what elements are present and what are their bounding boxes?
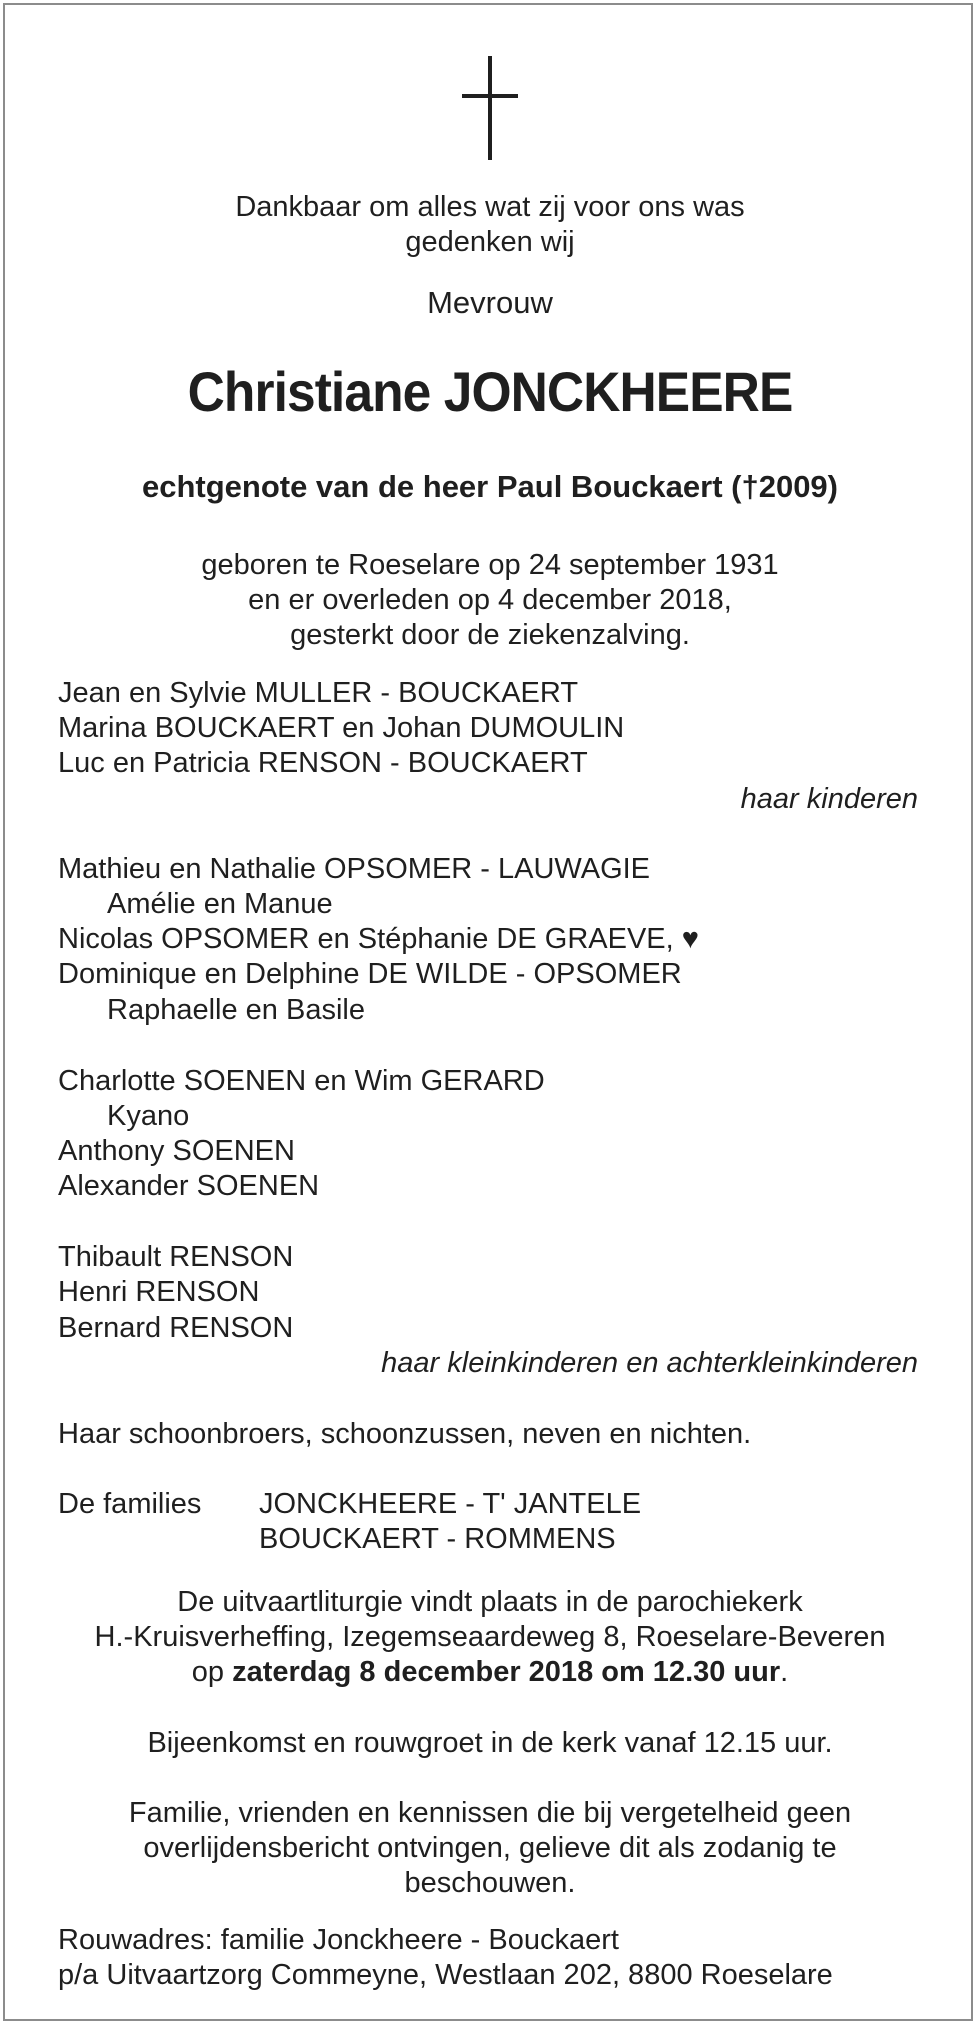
notice-line-2: overlijdensbericht ontvingen, gelieve dit als zodanig te bbox=[143, 1832, 837, 1864]
address-line-1: Rouwadres: familie Jonckheere - Bouckaert bbox=[58, 1924, 619, 1956]
funeral-suffix: . bbox=[780, 1656, 789, 1688]
grandchild-line: Anthony SOENEN bbox=[58, 1135, 295, 1167]
great-grandchild-line: Kyano bbox=[107, 1100, 190, 1132]
honorific: Mevrouw bbox=[427, 285, 553, 320]
grandchild-line: Thibault RENSON bbox=[58, 1241, 294, 1273]
great-grandchild-line: Amélie en Manue bbox=[107, 888, 333, 920]
in-laws-line: Haar schoonbroers, schoonzussen, neven en nichten. bbox=[58, 1418, 752, 1450]
deceased-name: Christiane JONCKHEERE bbox=[187, 360, 793, 423]
funeral-date: zaterdag 8 december 2018 om 12.30 uur bbox=[232, 1656, 781, 1688]
grandchild-line: Nicolas OPSOMER en Stéphanie DE GRAEVE, ♥ bbox=[58, 923, 699, 955]
children-caption: haar kinderen bbox=[740, 783, 918, 815]
grandchild-line: Bernard RENSON bbox=[58, 1312, 294, 1344]
grandchild-line: Dominique en Delphine DE WILDE - OPSOMER bbox=[58, 958, 682, 990]
family-name: JONCKHEERE - T' JANTELE bbox=[259, 1488, 642, 1520]
child-1: Jean en Sylvie MULLER - BOUCKAERT bbox=[58, 677, 579, 709]
grandchild-line: Alexander SOENEN bbox=[58, 1170, 320, 1202]
intro-line-1: Dankbaar om alles wat zij voor ons was bbox=[235, 191, 745, 223]
funeral-line-2: H.-Kruisverheffing, Izegemseaardeweg 8, Roeselare-Beveren bbox=[94, 1621, 886, 1653]
grandchildren-caption: haar kleinkinderen en achterkleinkinderen bbox=[381, 1347, 918, 1379]
grandchild-line: Charlotte SOENEN en Wim GERARD bbox=[58, 1065, 545, 1097]
sacrament-line: gesterkt door de ziekenzalving. bbox=[290, 619, 690, 651]
notice-line-1: Familie, vrienden en kennissen die bij vergetelheid geen bbox=[128, 1797, 852, 1829]
families-label: De families bbox=[58, 1488, 202, 1520]
death-line: en er overleden op 4 december 2018, bbox=[248, 584, 732, 616]
funeral-prefix: op bbox=[191, 1656, 233, 1688]
great-grandchild-line: Raphaelle en Basile bbox=[107, 994, 365, 1026]
address-line-2: p/a Uitvaartzorg Commeyne, Westlaan 202, 8800 Roeselare bbox=[58, 1959, 833, 1991]
child-2: Marina BOUCKAERT en Johan DUMOULIN bbox=[58, 712, 625, 744]
child-3: Luc en Patricia RENSON - BOUCKAERT bbox=[58, 747, 588, 779]
grandchild-line: Mathieu en Nathalie OPSOMER - LAUWAGIE bbox=[58, 853, 651, 885]
grandchild-line: Henri RENSON bbox=[58, 1276, 260, 1308]
notice-line-3: beschouwen. bbox=[404, 1867, 576, 1899]
cross-icon bbox=[0, 56, 980, 162]
intro-line-2: gedenken wij bbox=[405, 226, 575, 258]
birth-line: geboren te Roeselare op 24 september 1931 bbox=[201, 549, 779, 581]
funeral-line-1: De uitvaartliturgie vindt plaats in de parochiekerk bbox=[177, 1586, 803, 1618]
family-name: BOUCKAERT - ROMMENS bbox=[259, 1523, 616, 1555]
gathering-line: Bijeenkomst en rouwgroet in de kerk vanaf 12.15 uur. bbox=[147, 1727, 833, 1759]
spouse-line: echtgenote van de heer Paul Bouckaert (†2009) bbox=[141, 469, 839, 504]
funeral-line-3 bbox=[0, 1655, 980, 1689]
